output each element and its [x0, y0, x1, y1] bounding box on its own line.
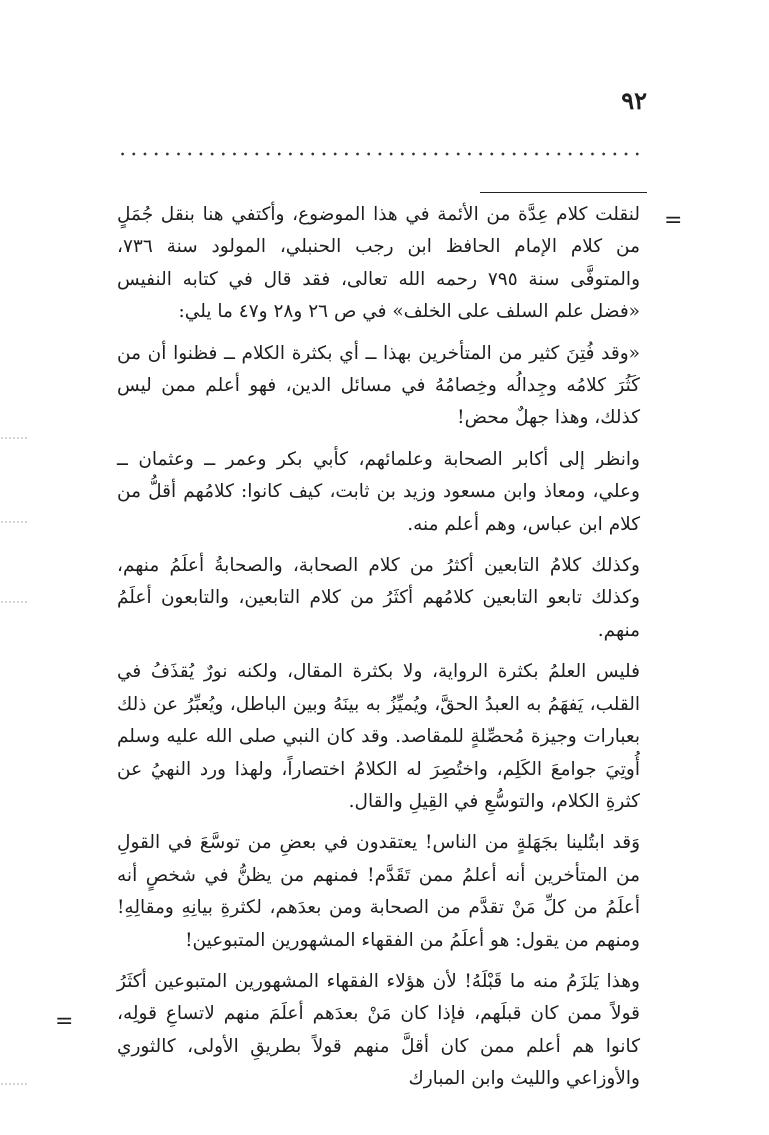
margin-scan-dots: [0, 600, 28, 604]
paragraph-quote-start: «وقد فُتِنَ كثير من المتأخرين بهذا ــ أي بكثرة الكلام ــ فظنوا أن من كَثُرَ كلامُه وجِدالُه وخِصامُهُ في مسائل الدين، فهو أعلم ممن ليس كذلك، وهذا جهلٌ محض!: [117, 342, 640, 429]
margin-scan-dots: [0, 436, 28, 440]
paragraph-successors: وكذلك كلامُ التابعين أكثرُ من كلام الصحابة، والصحابةُ أعلَمُ منهم، وكذلك تابعو التابعين كلامُهم أكثَرُ من كلام التابعين، والتابعون أعلَمُ منهم.: [117, 555, 640, 641]
page-number: ٩٢: [621, 86, 647, 115]
paragraph-conclusion: وهذا يَلزَمُ منه ما قَبْلَهُ! لأن هؤلاء الفقهاء المشهورين المتبوعين أكثَرُ قولاً ممن كان قبلَهم، فإذا كان مَنْ بعدَهم أعلَمَ منهم لاتساعِ قولِه، كانوا هم أعلم ممن كان أقلَّ منهم قولاً بطريقِ الأولى، كالثوري والأوزاعي والليث وابن المبارك: [117, 970, 640, 1090]
margin-scan-dots: [0, 1082, 28, 1086]
footnote-separator-line: [480, 192, 647, 193]
paragraph-companions: وانظر إلى أكابر الصحابة وعلمائهم، كأبي بكر وعمر ــ وعثمان ــ وعلي، ومعاذ وابن مسعود وزيد بن ثابت، كيف كانوا: كلامُهم أقلُّ من كلام ابن عباس، وهم أعلم منه.: [117, 448, 640, 535]
footnote-text: [117, 199, 640, 1105]
continuation-mark-top: =: [664, 208, 683, 233]
paragraph-knowledge: فليس العلمُ بكثرة الرواية، ولا بكثرة المقال، ولكنه نورٌ يُقذَفُ في القلب، يَفهَمُ به العبدُ الحقَّ، ويُميِّزُ به بينَهُ وبين الباطل، ويُعبِّرُ عن ذلك بعبارات وجيزة مُحصِّلةٍ للمقاصد. وقد كان النبي صلى الله عليه وسلم أُوتِيَ جوامعَ الكَلِم، واختُصِرَ له الكلامُ اختصاراً، ولهذا ورد النهيُ عن كثرةِ الكلام، والتوسُّعِ في القِيلِ والقال.: [117, 661, 640, 812]
header-dotted-rule: [117, 150, 640, 158]
paragraph-ignorance: وَقد ابتُلينا بجَهَلةٍ من الناس! يعتقدون في بعضِ من توسَّعَ في القولِ من المتأخرين أنه أعلمُ ممن تَقَدَّم! فمنهم من يظنُّ في شخصٍ أنه أعلَمُ من كلِّ مَنْ تقدَّم من الصحابة ومن بعدَهم، لكثرةِ بيانِهِ ومقالِهِ! ومنهم من يقول: هو أعلَمُ من الفقهاء المشهورين المتبوعين!: [117, 832, 640, 951]
continuation-mark-bottom: =: [55, 1009, 74, 1034]
paragraph-intro: لنقلت كلام عِدَّة من الأئمة في هذا الموضوع، وأكتفي هنا بنقل جُمَلٍ من كلام الإمام الحافظ ابن رجب الحنبلي، المولود سنة ٧٣٦، والمتوفَّى سنة ٧٩٥ رحمه الله تعالى، فقد قال في كتابه النفيس «فضل علم السلف على الخلف» في ص ٢٦ و٢٨ و٤٧ ما يلي:: [117, 204, 640, 323]
margin-scan-dots: [0, 520, 28, 524]
